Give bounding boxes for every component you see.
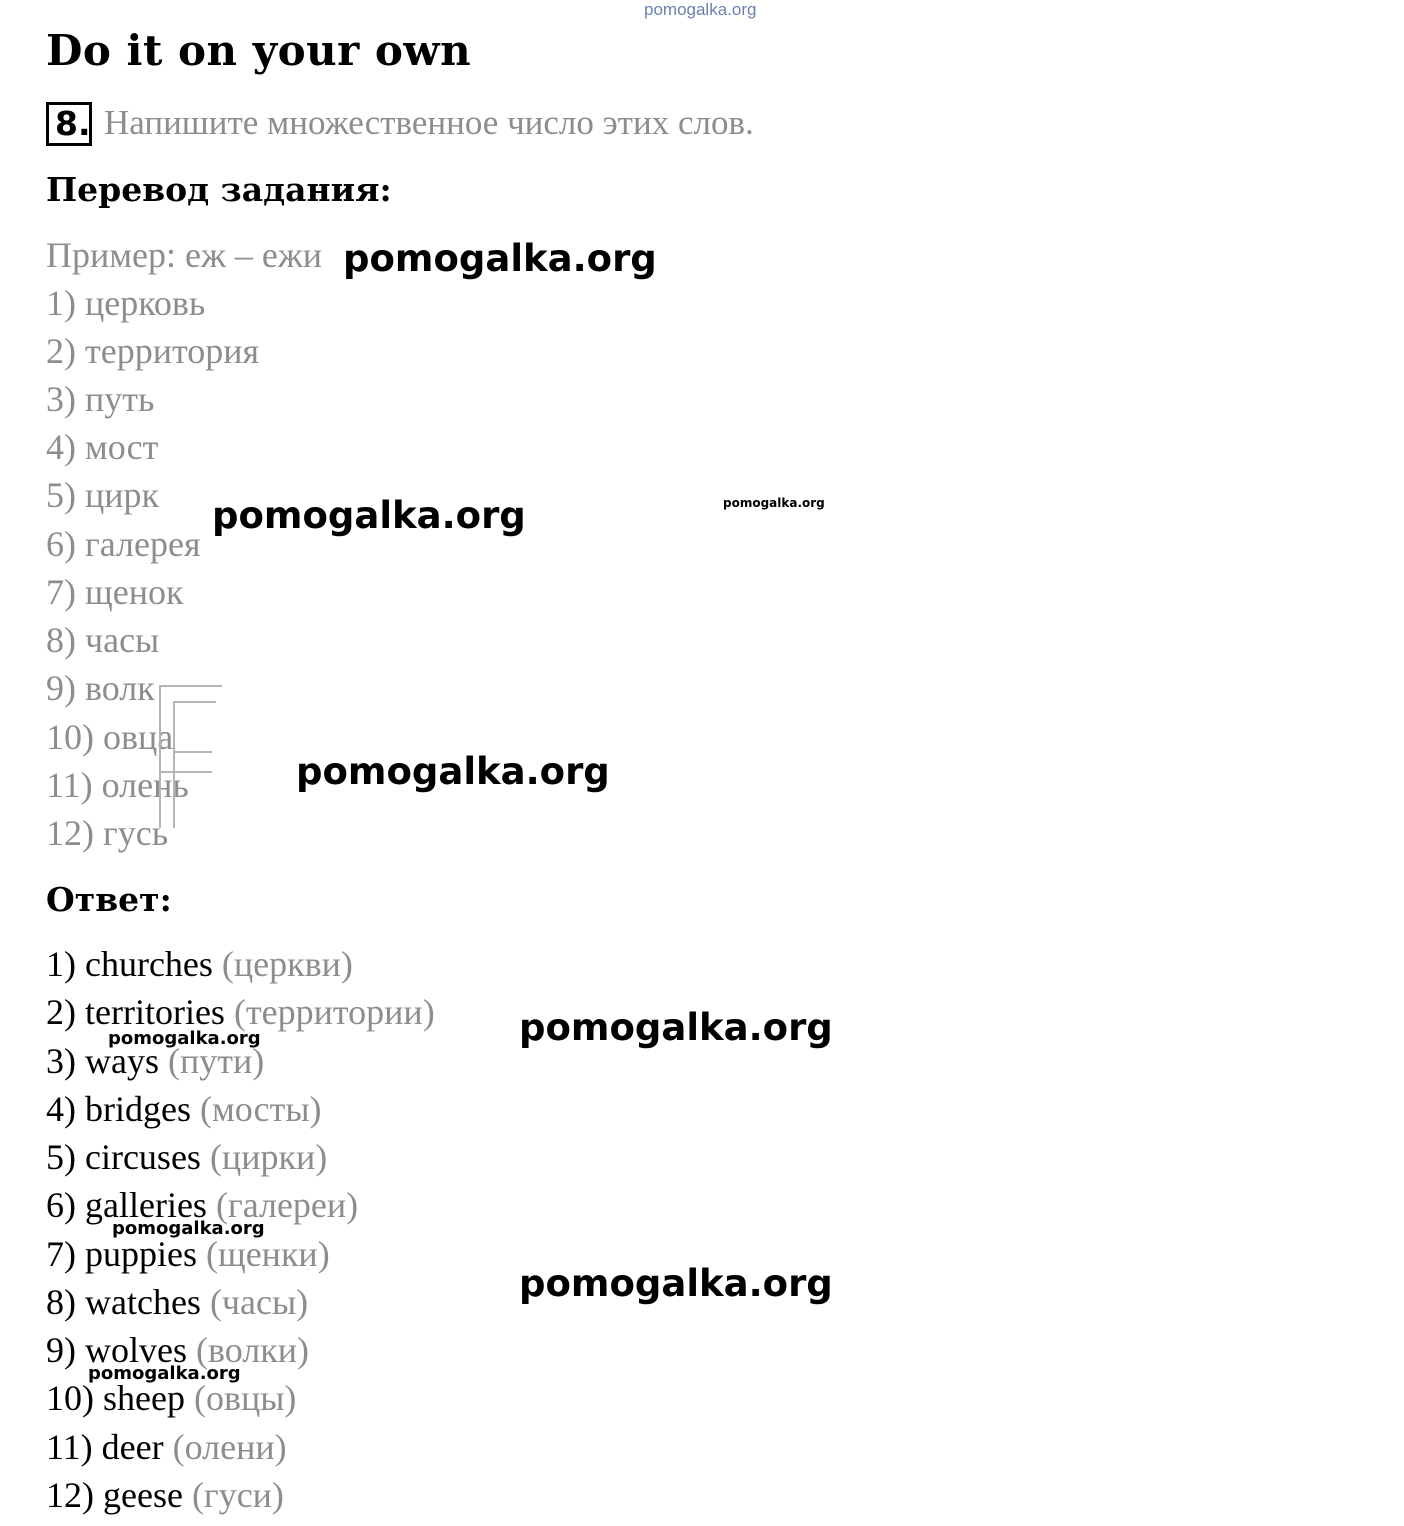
watermark: pomogalka.org	[723, 496, 825, 510]
answer-line: 9) wolves (волки)	[46, 1330, 309, 1370]
task-instruction: Напишите множественное число этих слов.	[104, 103, 754, 142]
watermark: pomogalka.org	[519, 1262, 833, 1305]
list-item: 3) путь	[46, 379, 155, 419]
watermark: pomogalka.org	[108, 1028, 261, 1049]
page-heading: Do it on your own	[46, 26, 472, 75]
answer-line: 7) puppies (щенки)	[46, 1234, 330, 1274]
answer-line: 6) galleries (галереи)	[46, 1185, 359, 1225]
answer-line: 5) circuses (цирки)	[46, 1137, 328, 1177]
watermark: pomogalka.org	[88, 1363, 241, 1384]
answer-line: 12) geese (гуси)	[46, 1475, 284, 1515]
watermark: pomogalka.org	[112, 1218, 265, 1239]
watermark: pomogalka.org	[343, 237, 657, 280]
list-item: 2) территория	[46, 331, 260, 371]
answer-line: 8) watches (часы)	[46, 1282, 309, 1322]
example-line: Пример: еж – ежи	[46, 235, 322, 275]
watermark: pomogalka.org	[212, 494, 526, 537]
translation-heading: Перевод задания:	[46, 170, 392, 209]
list-item: 1) церковь	[46, 283, 206, 323]
list-item: 11) олень	[46, 765, 189, 805]
list-item: 10) овца	[46, 717, 174, 757]
list-item: 4) мост	[46, 427, 159, 467]
list-item: 7) щенок	[46, 572, 184, 612]
answer-line: 3) ways (пути)	[46, 1041, 265, 1081]
task-number-box: 8.	[46, 102, 92, 146]
answer-line: 1) churches (церкви)	[46, 944, 353, 984]
answer-line: 2) territories (территории)	[46, 992, 435, 1032]
answer-line: 10) sheep (овцы)	[46, 1378, 297, 1418]
answer-line: 4) bridges (мосты)	[46, 1089, 322, 1129]
watermark: pomogalka.org	[296, 750, 610, 793]
list-item: 5) цирк	[46, 475, 160, 515]
answer-heading: Ответ:	[46, 880, 172, 919]
list-item: 12) гусь	[46, 813, 169, 853]
answer-line: 11) deer (олени)	[46, 1427, 287, 1467]
watermark-logo-icon	[158, 684, 224, 830]
watermark: pomogalka.org	[519, 1006, 833, 1049]
list-item: 9) волк	[46, 668, 155, 708]
list-item: 6) галерея	[46, 524, 201, 564]
top-watermark: pomogalka.org	[644, 0, 757, 19]
list-item: 8) часы	[46, 620, 160, 660]
